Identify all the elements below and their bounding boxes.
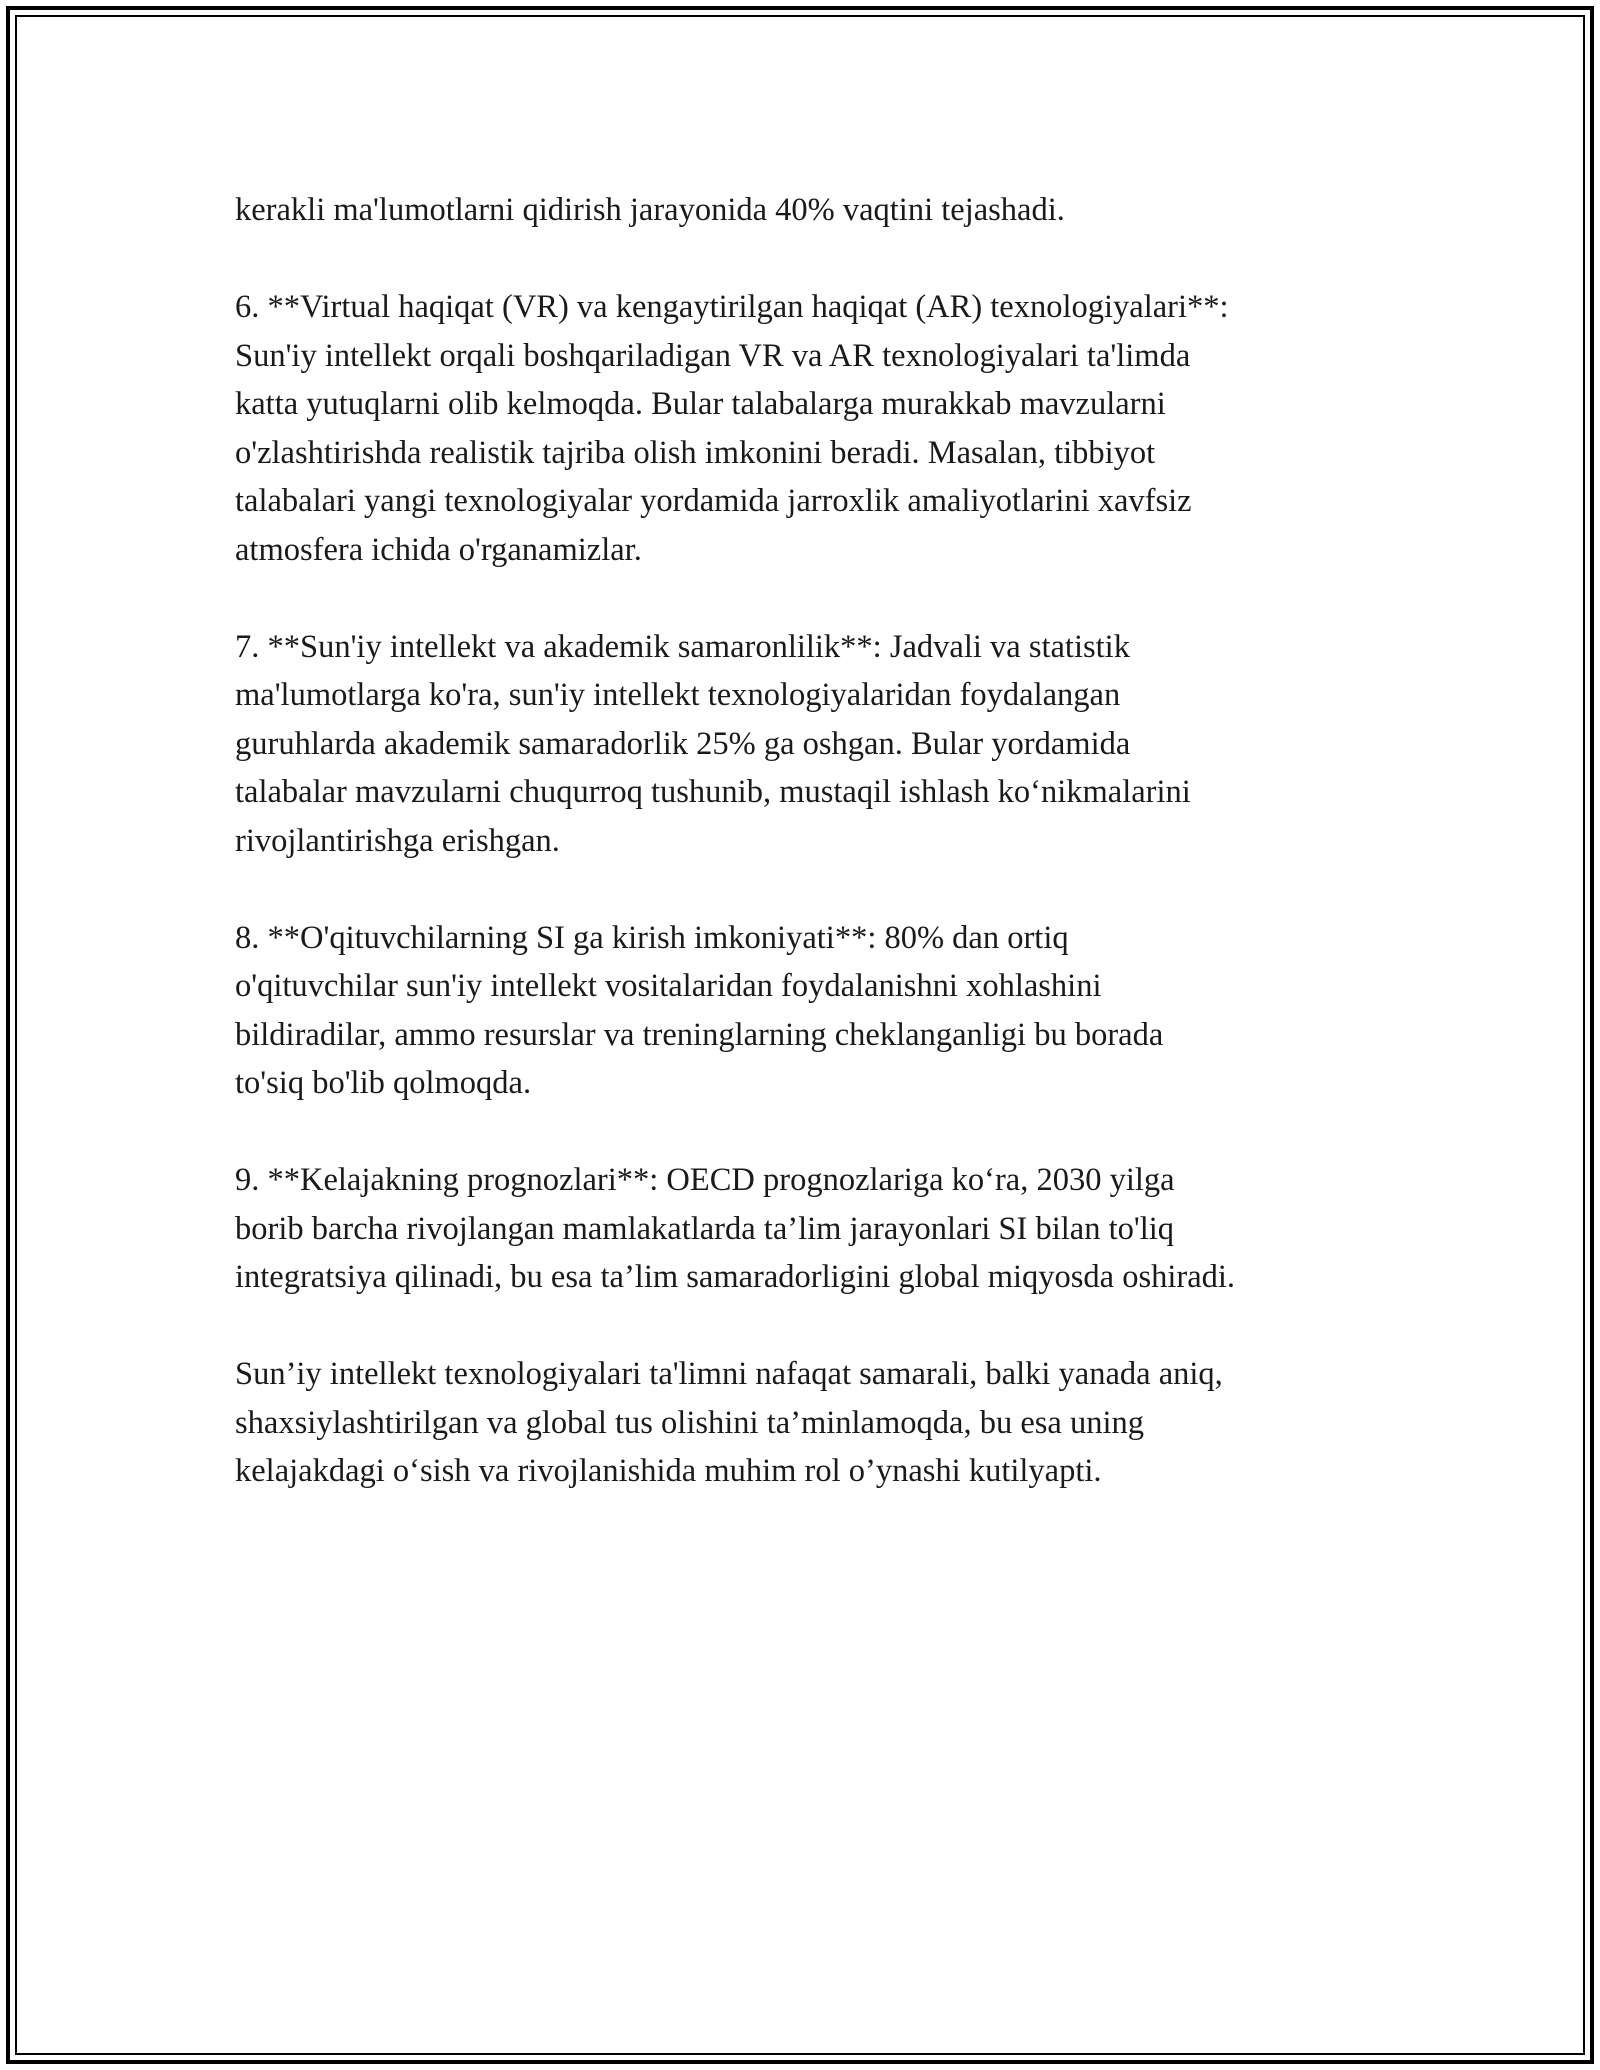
text-line: shaxsiylashtirilgan va global tus olishini ta’minlamoqda, bu esa uning (235, 1404, 1144, 1441)
text-line: 8. **O'qituvchilarning SI ga kirish imkoniyati**: 80% dan ortiq (235, 919, 1069, 956)
text-line: 6. **Virtual haqiqat (VR) va kengaytirilgan haqiqat (AR) texnologiyalari**: (235, 289, 1229, 325)
text-line: guruhlarda akademik samaradorlik 25% ga oshgan. Bular yordamida (235, 725, 1131, 762)
paragraph-conclusion (235, 1350, 1415, 1496)
text-line: kerakli ma'lumotlarni qidirish jarayonida 40% vaqtini tejashadi. (235, 192, 1065, 228)
text-line: bildiradilar, ammo resurslar va treninglarning cheklanganligi bu borada (235, 1016, 1164, 1053)
text-line: katta yutuqlarni olib kelmoqda. Bular talabalarga murakkab mavzularni (235, 386, 1166, 422)
text-line: 7. **Sun'iy intellekt va akademik samaronlilik**: Jadvali va statistik (235, 628, 1130, 665)
paragraph-intro-tail (235, 186, 1415, 235)
text-line: to'siq bo'lib qolmoqda. (235, 1065, 532, 1101)
text-line: integratsiya qilinadi, bu esa ta’lim samaradorligini global miqyosda oshiradi. (235, 1259, 1236, 1295)
paragraph-point-9 (235, 1156, 1415, 1302)
text-line: kelajakdagi o‘sish va rivojlanishida muhim rol o’ynashi kutilyapti. (235, 1453, 1102, 1489)
text-line: Sun’iy intellekt texnologiyalari ta'limni nafaqat samarali, balki yanada aniq, (235, 1356, 1223, 1392)
paragraph-point-7 (235, 623, 1415, 866)
text-line: talabalari yangi texnologiyalar yordamida jarroxlik amaliyotlarini xavfsiz (235, 483, 1192, 519)
paragraph-point-6 (235, 283, 1415, 574)
text-line: talabalar mavzularni chuqurroq tushunib, mustaqil ishlash ko‘nikmalarini (235, 774, 1191, 810)
text-line: borib barcha rivojlangan mamlakatlarda ta’lim jarayonlari SI bilan to'liq (235, 1210, 1175, 1247)
document-body (235, 186, 1415, 1544)
paragraph-point-8 (235, 914, 1415, 1108)
text-line: o'qituvchilar sun'iy intellekt vositalaridan foydalanishni xohlashini (235, 968, 1102, 1004)
text-line: atmosfera ichida o'rganamizlar. (235, 531, 642, 568)
text-line: ma'lumotlarga ko'ra, sun'iy intellekt texnologiyalaridan foydalangan (235, 677, 1121, 713)
text-line: Sun'iy intellekt orqali boshqariladigan VR va AR texnologiyalari ta'limda (235, 337, 1191, 374)
text-line: o'zlashtirishda realistik tajriba olish imkonini beradi. Masalan, tibbiyot (235, 434, 1156, 471)
text-line: rivojlantirishga erishgan. (235, 822, 560, 859)
text-line: 9. **Kelajakning prognozlari**: OECD prognozlariga ko‘ra, 2030 yilga (235, 1162, 1175, 1198)
